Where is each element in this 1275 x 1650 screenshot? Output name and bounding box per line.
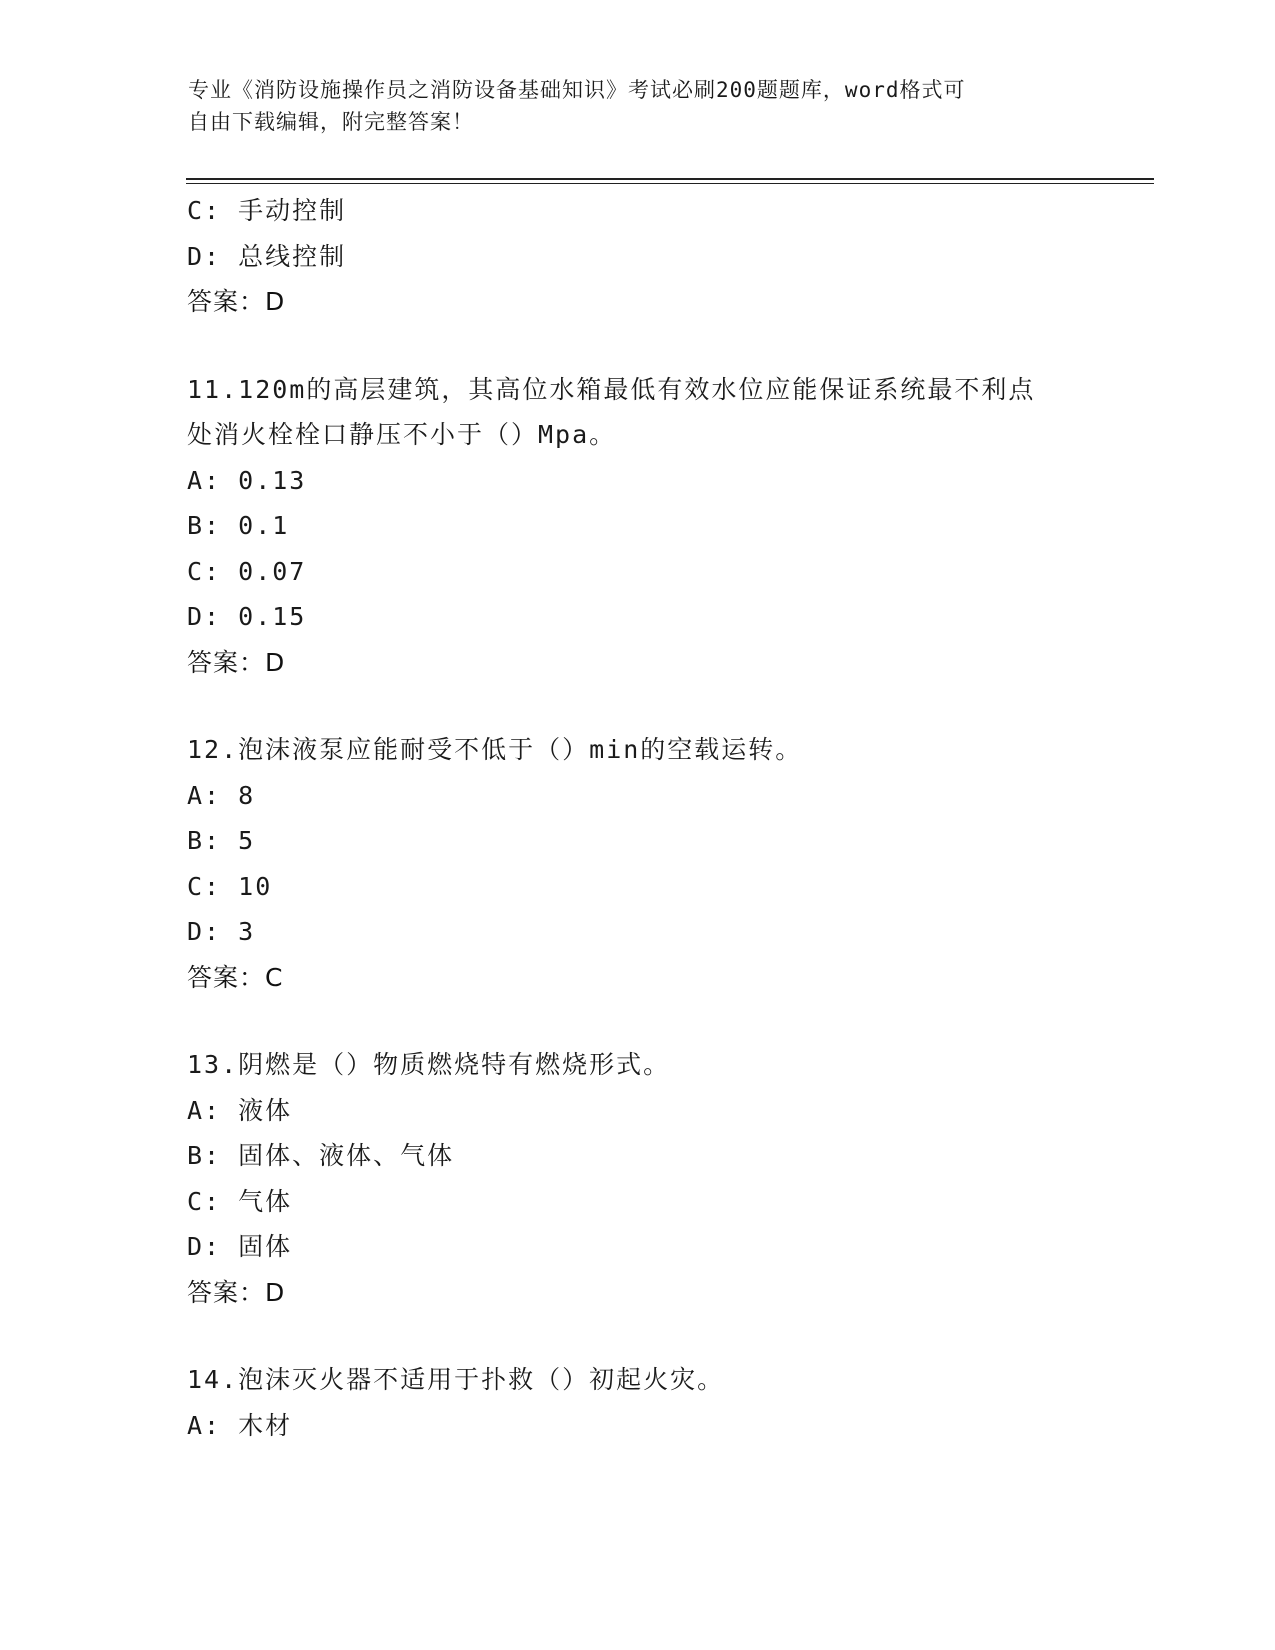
option-a: A: 木材 xyxy=(187,1410,293,1440)
question-text-line-2: 处消火栓栓口静压不小于（）Mpa。 xyxy=(187,420,617,449)
header-rule-thin xyxy=(186,183,1154,184)
option-d: D: 总线控制 xyxy=(187,241,347,271)
spacer xyxy=(187,1315,1147,1357)
option-a: A: 8 xyxy=(187,780,256,810)
header-line-2: 自由下载编辑，附完整答案！ xyxy=(188,110,474,134)
answer: 答案：D xyxy=(187,647,286,677)
option-d: D: 3 xyxy=(187,917,256,946)
header-rule-thick xyxy=(186,178,1154,180)
question-text-line-1: 14.泡沫灭火器不适用于扑救（）初起火灾。 xyxy=(187,1365,725,1394)
page-header xyxy=(188,74,1068,138)
option-c: C: 0.07 xyxy=(187,556,307,586)
option-a: A: 液体 xyxy=(187,1095,293,1125)
question-text xyxy=(187,1042,1087,1088)
question-text xyxy=(187,367,1087,458)
option-c: C: 气体 xyxy=(187,1186,293,1216)
spacer xyxy=(187,1000,1147,1042)
spacer xyxy=(187,685,1147,727)
question-text-line-1: 11.120m的高层建筑，其高位水箱最低有效水位应能保证系统最不利点 xyxy=(187,374,1036,404)
header-line-1: 专业《消防设施操作员之消防设备基础知识》考试必刷200题题库，word格式可 xyxy=(188,78,966,102)
answer: 答案：C xyxy=(187,962,284,992)
option-c: C: 手动控制 xyxy=(187,196,347,225)
question-11 xyxy=(187,367,1147,686)
option-d: D: 固体 xyxy=(187,1232,293,1261)
spacer xyxy=(187,325,1147,367)
question-text xyxy=(187,727,1087,773)
answer: 答案：D xyxy=(187,1277,286,1307)
question-10-tail xyxy=(187,188,1147,325)
option-b: B: 固体、液体、气体 xyxy=(187,1141,455,1170)
question-12 xyxy=(187,727,1147,1000)
answer: 答案：D xyxy=(187,287,286,316)
question-14 xyxy=(187,1357,1147,1448)
option-c: C: 10 xyxy=(187,871,273,901)
option-b: B: 5 xyxy=(187,826,256,855)
question-text-line-1: 13.阴燃是（）物质燃烧特有燃烧形式。 xyxy=(187,1050,671,1079)
question-13 xyxy=(187,1042,1147,1315)
option-d: D: 0.15 xyxy=(187,602,307,631)
option-b: B: 0.1 xyxy=(187,511,290,540)
question-text-line-1: 12.泡沫液泵应能耐受不低于（）min的空载运转。 xyxy=(187,735,803,764)
question-text xyxy=(187,1357,1087,1403)
document-body xyxy=(187,188,1147,1448)
option-a: A: 0.13 xyxy=(187,465,307,495)
